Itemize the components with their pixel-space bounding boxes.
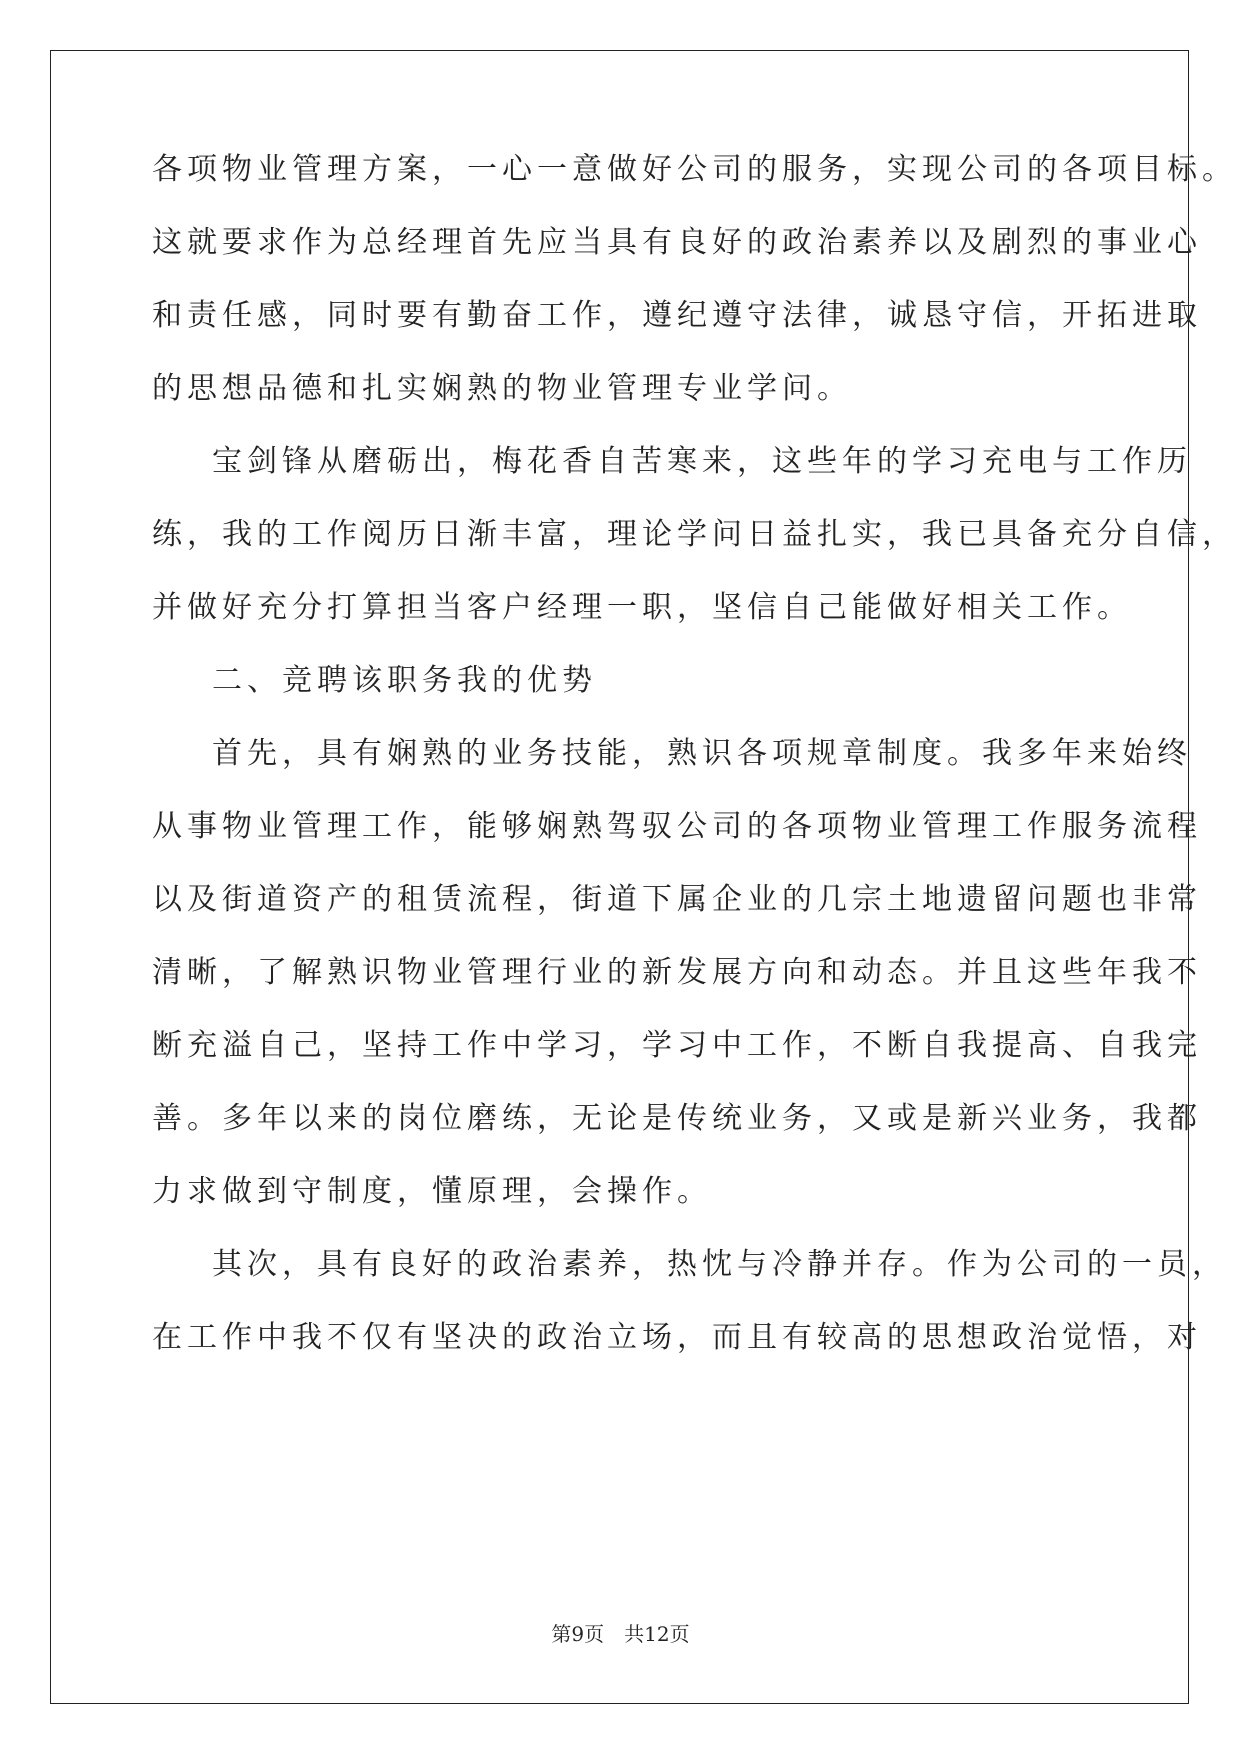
text-line: 这就要求作为总经理首先应当具有良好的政治素养以及剧烈的事业心 (152, 225, 1202, 260)
text-line: 力求做到守制度，懂原理，会操作。 (152, 1174, 712, 1209)
text-line: 并做好充分打算担当客户经理一职，坚信自己能做好相关工作。 (152, 590, 1132, 625)
page-number-footer: 第9页 共12页 (551, 1622, 690, 1646)
paragraph-first-line: 宝剑锋从磨砺出，梅花香自苦寒来，这些年的学习充电与工作历 (212, 444, 1192, 479)
paragraph-first-line: 首先，具有娴熟的业务技能，熟识各项规章制度。我多年来始终 (212, 736, 1192, 771)
text-line: 从事物业管理工作，能够娴熟驾驭公司的各项物业管理工作服务流程 (152, 809, 1202, 844)
text-line: 和责任感，同时要有勤奋工作，遵纪遵守法律，诚恳守信，开拓进取 (152, 298, 1202, 333)
text-line: 在工作中我不仅有坚决的政治立场，而且有较高的思想政治觉悟，对 (152, 1320, 1202, 1355)
paragraph-first-line: 其次，具有良好的政治素养，热忱与冷静并存。作为公司的一员， (212, 1247, 1227, 1282)
text-line: 以及街道资产的租赁流程，街道下属企业的几宗土地遗留问题也非常 (152, 882, 1202, 917)
text-line: 各项物业管理方案，一心一意做好公司的服务，实现公司的各项目标。 (152, 152, 1237, 187)
text-line: 善。多年以来的岗位磨练，无论是传统业务，又或是新兴业务，我都 (152, 1101, 1202, 1136)
section-heading: 二、竞聘该职务我的优势 (212, 663, 597, 698)
text-line: 清晰，了解熟识物业管理行业的新发展方向和动态。并且这些年我不 (152, 955, 1202, 990)
text-line: 练，我的工作阅历日渐丰富，理论学问日益扎实，我已具备充分自信， (152, 517, 1237, 552)
text-line: 断充溢自己，坚持工作中学习，学习中工作，不断自我提高、自我完 (152, 1028, 1202, 1063)
text-line: 的思想品德和扎实娴熟的物业管理专业学问。 (152, 371, 852, 406)
